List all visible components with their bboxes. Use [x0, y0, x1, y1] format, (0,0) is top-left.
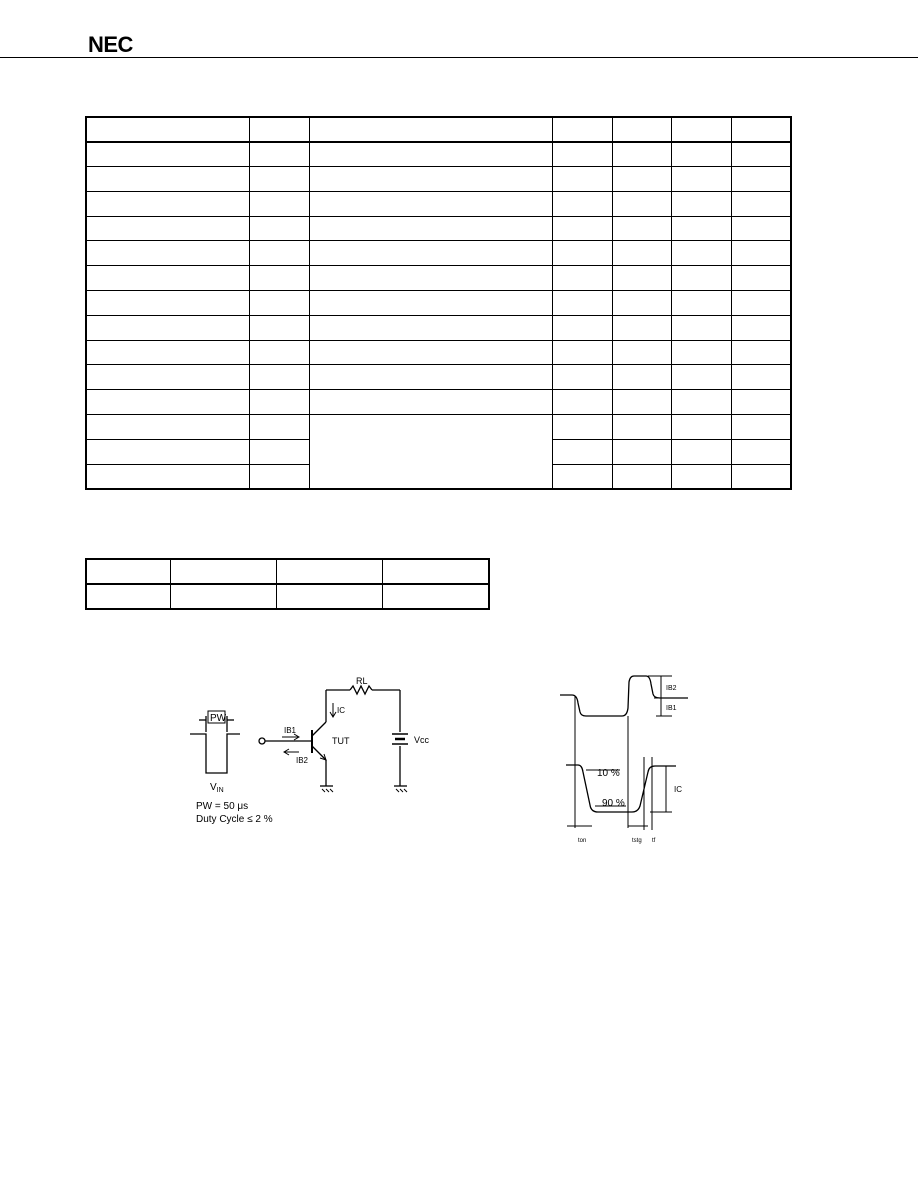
ib2-wave-label: IB2 [666, 685, 677, 692]
ic-wave-label: IC [674, 785, 682, 794]
ib2-label: IB2 [296, 756, 309, 765]
ton-label: ton [578, 838, 587, 844]
rl-label: RL [356, 676, 368, 686]
ten-percent-label: 10 % [597, 768, 620, 779]
duty-cycle-note: Duty Cycle ≤ 2 % [196, 814, 273, 825]
collector-current-waveform [566, 757, 676, 830]
ninety-percent-label: 90 % [602, 798, 625, 809]
nec-logo: NEC [88, 32, 133, 57]
transistor-symbol [312, 690, 333, 792]
ib1-wave-label: IB1 [666, 705, 677, 712]
collector-current-arrow [330, 703, 336, 717]
base-input-wiring [259, 734, 311, 755]
tut-label: TUT [332, 736, 350, 746]
battery-vcc [392, 734, 408, 792]
pw-note: PW = 50 μs [196, 801, 249, 812]
pw-label: PW [210, 713, 227, 724]
vcc-label: Vcc [414, 735, 430, 745]
ic-label: IC [337, 706, 345, 715]
vin-label: $V_{IN}$ [210, 782, 224, 794]
tf-label: tf [652, 838, 656, 844]
tstg-label: tstg [632, 838, 642, 844]
ib1-label: IB1 [284, 726, 297, 735]
